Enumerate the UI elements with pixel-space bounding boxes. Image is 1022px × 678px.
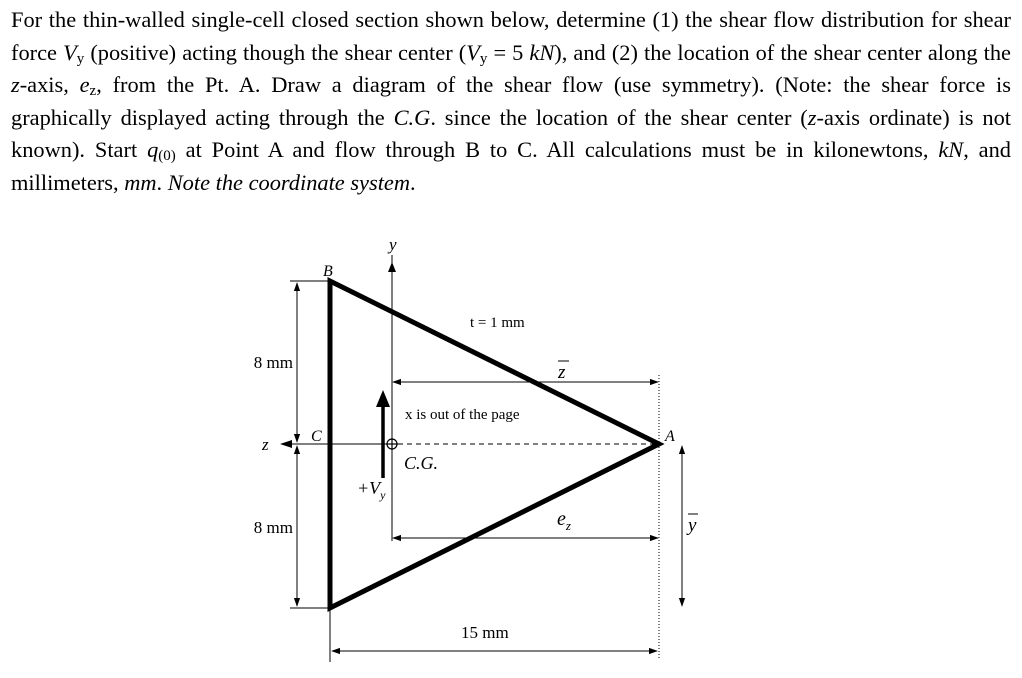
vy-subscript-2: y [479,50,488,67]
ez-symbol: e [79,72,90,97]
shear-force-label [357,478,386,502]
zbar-label: z [558,362,566,383]
upper-8mm-label: 8 mm [253,353,293,372]
vy-symbol-2: V [466,39,480,65]
shear-force-subscript: y [380,488,386,502]
y-axis-label: y [389,235,397,254]
shear-force-v: +V [357,478,381,498]
point-c-label: C [311,428,322,445]
ez-label [557,508,571,533]
thickness-label: t = 1 mm [470,315,525,331]
problem-text-11: . [156,169,168,195]
z-axis-arrow-icon [280,440,292,448]
z-axis-label: z [262,435,269,454]
problem-text-5: -axis, [19,72,80,97]
unit-kn-2: kN [938,137,964,162]
y-axis-arrow-icon [388,262,396,272]
width-15mm-label: 15 mm [461,623,509,642]
cg-symbol: C.G [393,104,431,130]
q-subscript: (0) [158,148,176,164]
ez-subscript: z [565,518,571,533]
problem-text-2: (positive) acting though the shear center ( [84,39,467,65]
z-symbol: z [11,72,20,97]
problem-text-4: ), and (2) the location of the shear center along the [554,39,1011,65]
vy-subscript: y [76,50,85,67]
problem-text-7: . since the location of the shear center ( [430,104,808,130]
vy-symbol: V [63,39,77,65]
coordinate-note: Note the coordinate system [167,169,411,195]
ez-e: e [557,508,566,530]
problem-text-10: , and millimeters, [11,137,1012,195]
problem-text-6: , from the Pt. A. Draw a diagram of the shear flow (use symmetry). (Note: the shear force is graphically displayed acting through the [11,72,1011,130]
point-a-label: A [665,428,675,445]
z-symbol-2: z [807,104,817,130]
q-symbol: q [147,137,159,162]
lower-8mm-label: 8 mm [253,518,293,537]
problem-text-1: For the thin-walled single-cell closed section shown below, determine (1) the shear flow distribution for shear force [11,7,1011,65]
ybar-label: y [688,515,697,536]
unit-kn: kN [529,39,555,65]
problem-text-8: -axis ordinate) is not known). Start [11,104,1011,162]
ez-subscript: z [89,83,97,99]
x-axis-note: x is out of the page [405,407,520,423]
problem-text-12: . [410,169,416,195]
point-b-label: B [323,263,333,280]
problem-text-3: = 5 [487,39,530,65]
problem-text-9: at Point A and flow through B to C. All calculations must be in kilonewtons, [175,137,939,162]
cg-label: C.G. [404,453,439,473]
shear-force-arrowhead-icon [376,390,390,407]
unit-mm: mm [124,169,157,195]
